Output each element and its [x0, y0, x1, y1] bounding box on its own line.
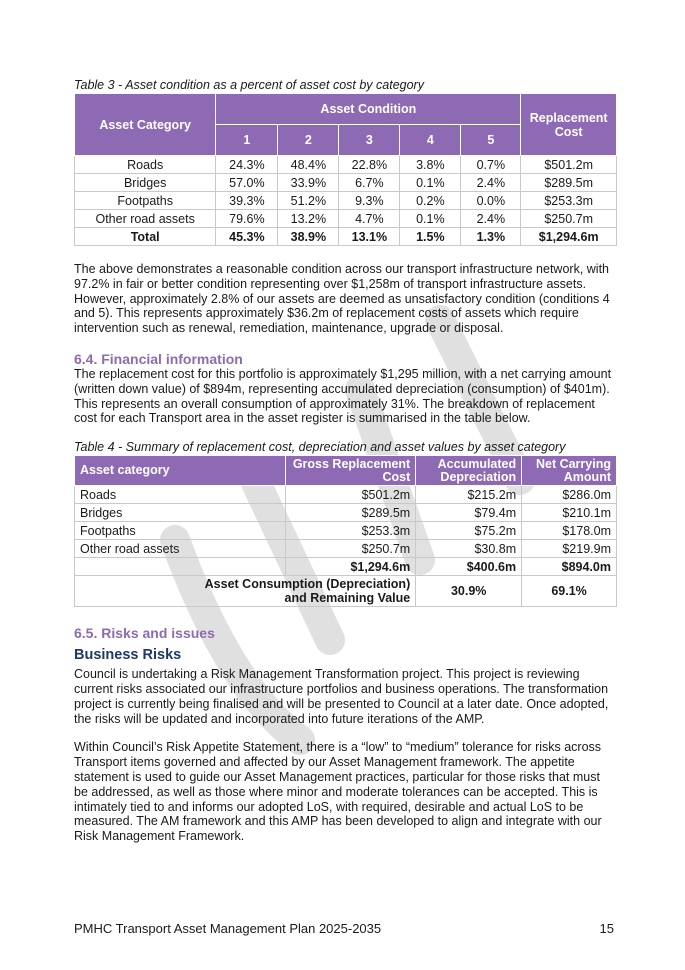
category-cell: Footpaths: [75, 192, 216, 210]
cost-cell: $289.5m: [521, 174, 617, 192]
table-row: [75, 192, 617, 210]
footer-document-title: PMHC Transport Asset Management Plan 2025-2035: [74, 921, 382, 936]
category-cell: Roads: [75, 486, 286, 504]
condition-cell: 48.4%: [278, 156, 339, 174]
category-cell: Other road assets: [75, 540, 286, 558]
condition-cell: 38.9%: [278, 228, 339, 246]
condition-level-header: 4: [400, 125, 461, 156]
table-row: [75, 504, 617, 522]
condition-summary-paragraph: The above demonstrates a reasonable condition across our transport infrastructure network, with 97.2% in fair or better condition representing over $1,258m of transport infrastructure assets. However, approximately 2.8% of our assets are deemed as unsatisfactory condition (conditions 4 and 5). This represents approximately $36.2m of replacement costs of assets which require intervention such as renewal, remediation, maintenance, upgrade or disposal.: [74, 262, 610, 336]
depreciation-cell: $30.8m: [416, 540, 522, 558]
table-row: [75, 486, 617, 504]
condition-cell: 0.7%: [461, 156, 521, 174]
category-cell: Bridges: [75, 174, 216, 192]
section-heading-risks: 6.5. Risks and issues: [74, 625, 215, 642]
condition-cell: 45.3%: [216, 228, 278, 246]
cost-cell: $501.2m: [521, 156, 617, 174]
net-amount-cell: $286.0m: [522, 486, 617, 504]
table-row: [75, 522, 617, 540]
condition-cell: 0.1%: [400, 174, 461, 192]
header-replacement-cost: Replacement Cost: [521, 94, 617, 156]
consumption-label: Asset Consumption (Depreciation) and Remaining Value: [75, 576, 416, 607]
page-footer: [74, 921, 614, 936]
cost-cell: $253.3m: [521, 192, 617, 210]
condition-cell: 22.8%: [339, 156, 400, 174]
condition-cell: 0.1%: [400, 210, 461, 228]
risk-transformation-paragraph: Council is undertaking a Risk Management Transformation project. This project is reviewing current risks associated our infrastructure portfolios and business operations. The transformation project is currently being finalised and will be presented to Council at a later date. Once adopted, the risks will be updated and incorporated into future iterations of the AMP.: [74, 667, 609, 726]
condition-cell: 1.3%: [461, 228, 521, 246]
page-number: 15: [599, 921, 614, 936]
table4-caption: Table 4 - Summary of replacement cost, depreciation and asset values by asset category: [74, 440, 566, 455]
total-row: [75, 558, 617, 576]
gross-cost-total: $1,294.6m: [286, 558, 416, 576]
category-cell: Bridges: [75, 504, 286, 522]
condition-cell: 2.4%: [461, 210, 521, 228]
condition-cell: 13.2%: [278, 210, 339, 228]
header-gross-replacement-cost: Gross Replacement Cost: [286, 456, 416, 486]
condition-level-header: 3: [339, 125, 400, 156]
financial-summary-table: [74, 455, 617, 607]
category-cell: Roads: [75, 156, 216, 174]
table-row: [75, 540, 617, 558]
condition-cell: 3.8%: [400, 156, 461, 174]
condition-cell: 9.3%: [339, 192, 400, 210]
page-content: [74, 78, 617, 844]
condition-cell: 57.0%: [216, 174, 278, 192]
subheading-business-risks: Business Risks: [74, 647, 182, 664]
condition-cell: 6.7%: [339, 174, 400, 192]
condition-cell: 39.3%: [216, 192, 278, 210]
net-amount-cell: $219.9m: [522, 540, 617, 558]
condition-level-header: 5: [461, 125, 521, 156]
total-label-cell: [75, 558, 286, 576]
remaining-value-percent: 69.1%: [522, 576, 617, 607]
condition-cell: 0.0%: [461, 192, 521, 210]
category-cell: Other road assets: [75, 210, 216, 228]
gross-cost-cell: $289.5m: [286, 504, 416, 522]
condition-cell: 2.4%: [461, 174, 521, 192]
category-cell: Footpaths: [75, 522, 286, 540]
consumption-row: [75, 576, 617, 607]
cost-cell: $1,294.6m: [521, 228, 617, 246]
gross-cost-cell: $501.2m: [286, 486, 416, 504]
gross-cost-cell: $250.7m: [286, 540, 416, 558]
condition-cell: 0.2%: [400, 192, 461, 210]
depreciation-cell: $75.2m: [416, 522, 522, 540]
condition-cell: 24.3%: [216, 156, 278, 174]
total-row: [75, 228, 617, 246]
table3-caption: Table 3 - Asset condition as a percent of asset cost by category: [74, 78, 424, 92]
consumption-percent: 30.9%: [416, 576, 522, 607]
header-asset-category: Asset category: [75, 456, 286, 486]
asset-condition-table: [74, 93, 617, 246]
condition-level-header: 2: [278, 125, 339, 156]
condition-cell: 51.2%: [278, 192, 339, 210]
table-row: [75, 156, 617, 174]
table-row: [75, 174, 617, 192]
header-accumulated-depreciation: Accumulated Depreciation: [416, 456, 522, 486]
condition-cell: 1.5%: [400, 228, 461, 246]
gross-cost-cell: $253.3m: [286, 522, 416, 540]
risk-appetite-paragraph: Within Council’s Risk Appetite Statement, there is a “low” to “medium” tolerance for risks across Transport items governed and affected by our Asset Management framework. The appetite statement is used to guide our Asset Management practices, particular for those risks that must be addressed, as well as those where minor and moderate tolerances can be accepted. This is intimately tied to and informs our adopted LoS, with required, desirable and actual LoS to be measured. The AM framework and this AMP has been developed to align and integrate with our Risk Management Framework.: [74, 740, 602, 844]
header-net-carrying-amount: Net Carrying Amount: [522, 456, 617, 486]
condition-cell: 33.9%: [278, 174, 339, 192]
condition-cell: 79.6%: [216, 210, 278, 228]
depreciation-cell: $215.2m: [416, 486, 522, 504]
net-amount-cell: $178.0m: [522, 522, 617, 540]
table-row: [75, 210, 617, 228]
header-asset-category: Asset Category: [75, 94, 216, 156]
depreciation-total: $400.6m: [416, 558, 522, 576]
net-amount-cell: $210.1m: [522, 504, 617, 522]
cost-cell: $250.7m: [521, 210, 617, 228]
depreciation-cell: $79.4m: [416, 504, 522, 522]
section-heading-financial: 6.4. Financial information: [74, 350, 243, 367]
condition-level-header: 1: [216, 125, 278, 156]
condition-cell: 4.7%: [339, 210, 400, 228]
financial-paragraph: The replacement cost for this portfolio is approximately $1,295 million, with a net carrying amount (written down value) of $894m, representing accumulated depreciation (consumption) of $401m). This represents an overall consumption of approximately 31%. The breakdown of replacement cost for each Transport area in the asset register is summarised in the table below.: [74, 366, 612, 426]
header-asset-condition: Asset Condition: [216, 94, 521, 125]
category-cell: Total: [75, 228, 216, 246]
net-amount-total: $894.0m: [522, 558, 617, 576]
condition-cell: 13.1%: [339, 228, 400, 246]
